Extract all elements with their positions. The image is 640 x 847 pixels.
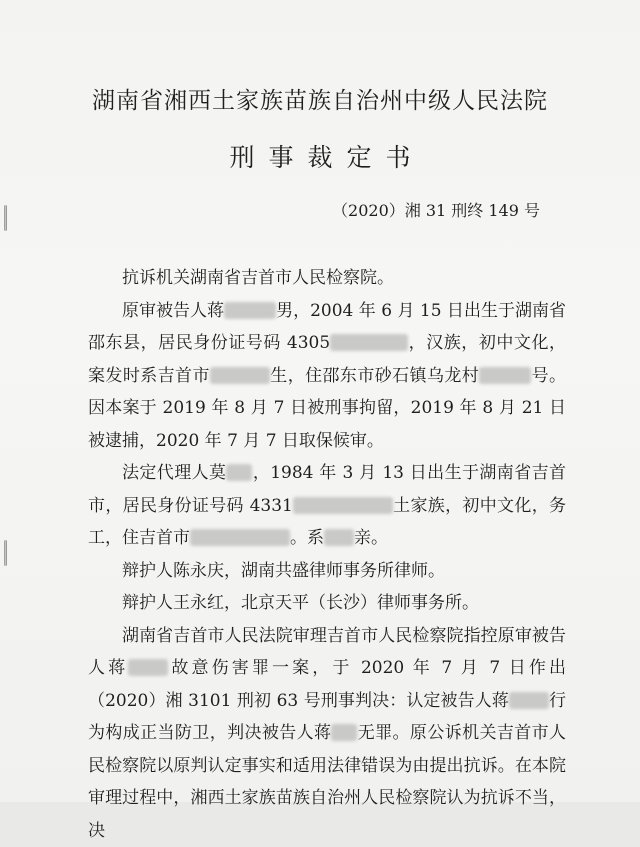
redaction-mark bbox=[210, 367, 270, 384]
document-type-title: 刑事裁定书 bbox=[0, 138, 640, 174]
case-number: （2020）湘 31 刑终 149 号 bbox=[332, 198, 540, 221]
document-body bbox=[88, 262, 566, 847]
paragraph-defender-2: 辩护人王永红，北京天平（长沙）律师事务所。 bbox=[88, 587, 566, 620]
paragraph-prosecutor: 抗诉机关湖南省吉首市人民检察院。 bbox=[88, 262, 566, 295]
redaction-mark bbox=[509, 692, 549, 709]
redaction-mark bbox=[226, 464, 252, 481]
redaction-mark bbox=[293, 497, 393, 514]
redaction-mark bbox=[128, 659, 168, 676]
redaction-mark bbox=[479, 367, 531, 384]
redaction-mark bbox=[224, 302, 276, 319]
redaction-mark bbox=[330, 334, 408, 351]
paragraph-defender-1: 辩护人陈永庆，湖南共盛律师事务所律师。 bbox=[88, 555, 566, 588]
staple-top bbox=[4, 205, 7, 231]
court-name: 湖南省湘西土家族苗族自治州中级人民法院 bbox=[0, 82, 640, 115]
redaction-mark bbox=[331, 724, 357, 741]
paragraph-case-history: 湖南省吉首市人民法院审理吉首市人民检察院指控原审被告人蒋 故意伤害罪一案，于 2020 年 7 月 7 日作出（2020）湘 3101 刑初 63 号刑事判决：认定被告人蒋 行为构成正当防卫，判决被告人蒋 无罪。原公诉机关吉首市人民检察院以原判认定事实和适用法律错误为由提出抗诉。在本院审理过程中，湘西土家族苗族自治州人民检察院认为抗诉不当，决 bbox=[88, 620, 566, 847]
staple-bottom bbox=[4, 540, 7, 566]
redaction-mark bbox=[190, 529, 290, 546]
redaction-mark bbox=[324, 529, 354, 546]
paragraph-defendant: 原审被告人蒋 男，2004 年 6 月 15 日出生于湖南省邵东县，居民身份证号码 4305 ，汉族，初中文化，案发时系吉首市 生，住邵东市砂石镇乌龙村 号。因本案于 2019 年 8 月 7 日被刑事拘留，2019 年 8 月 21 日被逮捕，2020 年 7 月 7 日取保候审。 bbox=[88, 295, 566, 458]
paragraph-legal-guardian: 法定代理人莫 ，1984 年 3 月 13 日出生于湖南省吉首市，居民身份证号码 4331 土家族，初中文化，务工，住吉首市 。系 亲。 bbox=[88, 457, 566, 555]
